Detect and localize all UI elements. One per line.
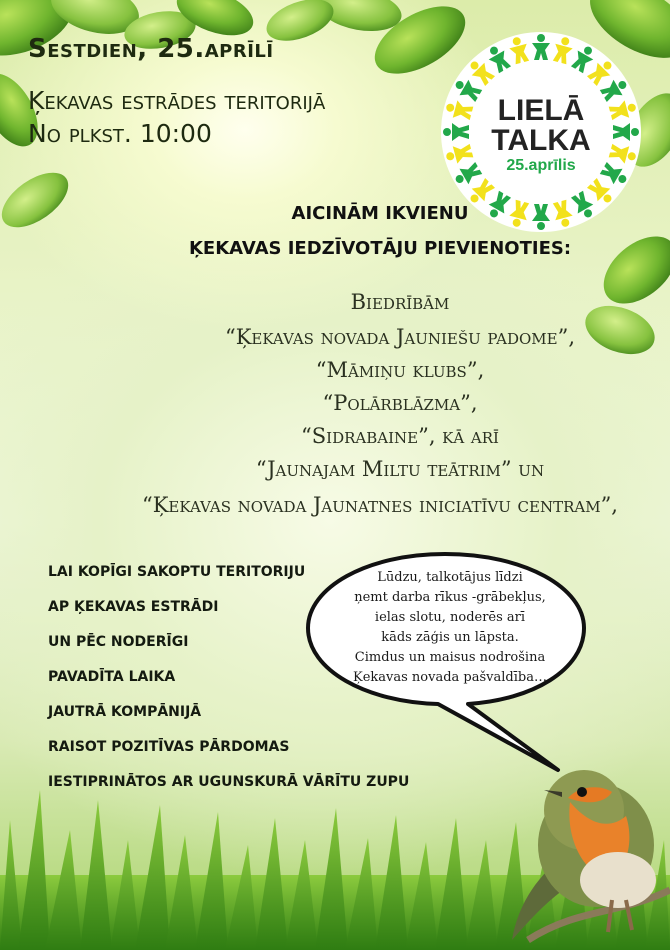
goal-line: LAI KOPĪGI SAKOPTU TERITORIJU xyxy=(48,564,306,580)
logo-line2: TALKA xyxy=(491,124,591,157)
logo-line1: LIELĀ xyxy=(497,94,585,127)
bubble-line: kāds zāģis un lāpsta. xyxy=(381,630,519,645)
bubble-line: Ķekavas novada pašvaldība… xyxy=(353,670,547,685)
org-line: “Ķekavas novada Jaunatnes iniciatīvu centram”, xyxy=(142,493,618,517)
invitation-line-1: AICINĀM IKVIENU xyxy=(291,203,469,224)
goal-line: UN PĒC NODERĪGI xyxy=(48,634,189,650)
goal-line: IESTIPRINĀTOS AR UGUNSKURĀ VĀRĪTU ZUPU xyxy=(48,774,410,790)
invitation-line-2: ĶEKAVAS IEDZĪVOTĀJU PIEVIENOTIES: xyxy=(188,238,572,259)
bubble-line: Lūdzu, talkotājus līdzi xyxy=(377,570,523,585)
event-time: No plkst. 10:00 xyxy=(28,119,212,148)
event-location: Ķekavas estrādes teritorijā xyxy=(28,86,326,115)
robin-bird-icon xyxy=(508,740,670,950)
org-line: “Polārblāzma”, xyxy=(322,391,478,415)
event-date: Sestdien, 25.aprīlī xyxy=(28,34,274,64)
org-line: Biedrībām xyxy=(350,290,450,314)
logo-date: 25.aprīlis xyxy=(506,157,576,174)
org-line: “Ķekavas novada Jauniešu padome”, xyxy=(224,325,576,349)
org-line: “Jaunajam Miltu teātrim” un xyxy=(255,457,545,481)
bubble-line: ņemt darba rīkus -grābekļus, xyxy=(354,590,546,605)
bubble-line: Cimdus un maisus nodrošina xyxy=(354,650,546,665)
goal-line: JAUTRĀ KOMPĀNIJĀ xyxy=(48,704,202,720)
goal-line: RAISOT POZITĪVAS PĀRDOMAS xyxy=(48,739,290,755)
goal-line: PAVADĪTA LAIKA xyxy=(48,669,176,685)
org-line: “Sidrabaine”, kā arī xyxy=(301,424,499,448)
bubble-line: ielas slotu, noderēs arī xyxy=(374,610,526,625)
goal-line: AP ĶEKAVAS ESTRĀDI xyxy=(48,599,219,615)
org-line: “Māmiņu klubs”, xyxy=(315,358,485,382)
